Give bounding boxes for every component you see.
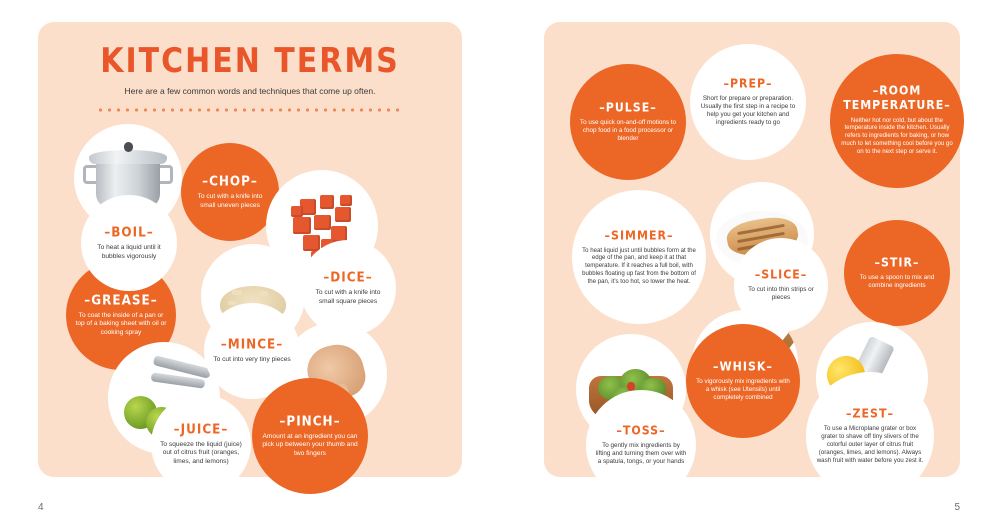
term-name-boil: –BOIL– — [104, 224, 154, 240]
left-page-panel — [38, 22, 462, 477]
term-desc-toss: To gently mix ingredients by lifting and turning them over with a spatula, tongs, or your hands — [595, 441, 687, 466]
term-desc-mince: To cut into very tiny pieces — [213, 356, 291, 364]
term-bubble-toss-text — [586, 390, 696, 500]
term-bubble-prep — [690, 44, 806, 160]
term-desc-whisk: To vigorously mix ingredients with a whisk (see Utensils) until completely combined — [696, 377, 790, 402]
right-page-panel — [544, 22, 960, 477]
term-name-pulse: –PULSE– — [599, 100, 657, 115]
term-bubble-dice-text — [300, 240, 396, 336]
term-bubble-room-temperature — [830, 54, 964, 188]
right-page — [500, 0, 1000, 529]
term-bubble-stir — [844, 220, 950, 326]
dotted-divider — [96, 108, 404, 112]
term-bubble-pinch — [252, 378, 368, 494]
page-title: KITCHEN TERMS — [100, 41, 400, 82]
term-desc-chop: To cut with a knife into small uneven pieces — [197, 193, 263, 209]
term-desc-simmer: To heat liquid just until bubbles form at the edge of the pan, and keep it at that temperature. If it reaches a full boil, with bubbles floating up fast from the bottom of the pan, it's too hot, so lower the heat. — [582, 246, 696, 285]
term-name-toss: –TOSS– — [616, 423, 666, 438]
term-name-room-temperature: –ROOM TEMPERATURE– — [843, 83, 951, 113]
page-subtitle: Here are a few common words and techniques that come up often. — [124, 86, 376, 96]
term-bubble-chop — [181, 143, 279, 241]
right-page-number: 5 — [954, 502, 960, 513]
term-desc-stir: To use a spoon to mix and combine ingredients — [859, 273, 935, 289]
term-bubble-simmer — [572, 190, 706, 324]
term-name-dice: –DICE– — [323, 269, 373, 285]
term-name-slice: –SLICE– — [754, 267, 808, 282]
term-name-prep: –PREP– — [723, 76, 773, 91]
term-desc-room-temperature: Neither hot nor cold, but about the temperature inside the kitchen. Usually refers to ingredients for baking, or how much to let something cool before you go on to the next step or serve it. — [841, 116, 953, 155]
term-bubble-zest-text — [806, 372, 934, 500]
term-name-mince: –MINCE– — [220, 336, 284, 352]
left-page-number: 4 — [38, 502, 44, 513]
term-bubble-pulse — [570, 64, 686, 180]
term-name-zest: –ZEST– — [846, 406, 894, 421]
term-bubble-slice-text — [734, 238, 828, 332]
term-name-grease: –GREASE– — [84, 292, 158, 308]
term-name-chop: –CHOP– — [202, 173, 258, 189]
term-desc-slice: To cut into thin strips or pieces — [748, 285, 814, 301]
term-desc-boil: To heat a liquid until it bubbles vigorously — [97, 244, 161, 260]
term-bubble-boil-text — [81, 195, 177, 291]
term-name-simmer: –SIMMER– — [604, 227, 674, 243]
term-desc-pulse: To use quick on-and-off motions to chop food in a food processor or blender — [579, 118, 677, 143]
term-bubble-whisk — [686, 324, 800, 438]
term-name-juice: –JUICE– — [173, 421, 229, 437]
term-name-stir: –STIR– — [874, 255, 920, 270]
term-desc-pinch: Amount at an ingredient you can pick up between your thumb and two fingers — [262, 432, 358, 457]
term-bubble-juice-text — [151, 394, 251, 494]
term-name-whisk: –WHISK– — [713, 359, 773, 374]
term-desc-dice: To cut with a knife into small square pieces — [315, 289, 381, 305]
term-desc-juice: To squeeze the liquid (juice) out of citrus fruit (oranges, limes, and lemons) — [160, 440, 242, 465]
term-name-pinch: –PINCH– — [279, 413, 341, 429]
term-desc-grease: To coat the inside of a pan or top of a baking sheet with oil or cooking spray — [75, 311, 167, 336]
term-desc-zest: To use a Microplane grater or box grater to shave off tiny slivers of the colorful outer layer of citrus fruit (oranges, limes, and lemons). Always wash fruit with water before you zest it. — [816, 425, 924, 464]
term-desc-prep: Short for prepare or preparation. Usually the first step in a recipe to help you get your kitchen and ingredients ready to go — [700, 94, 796, 127]
